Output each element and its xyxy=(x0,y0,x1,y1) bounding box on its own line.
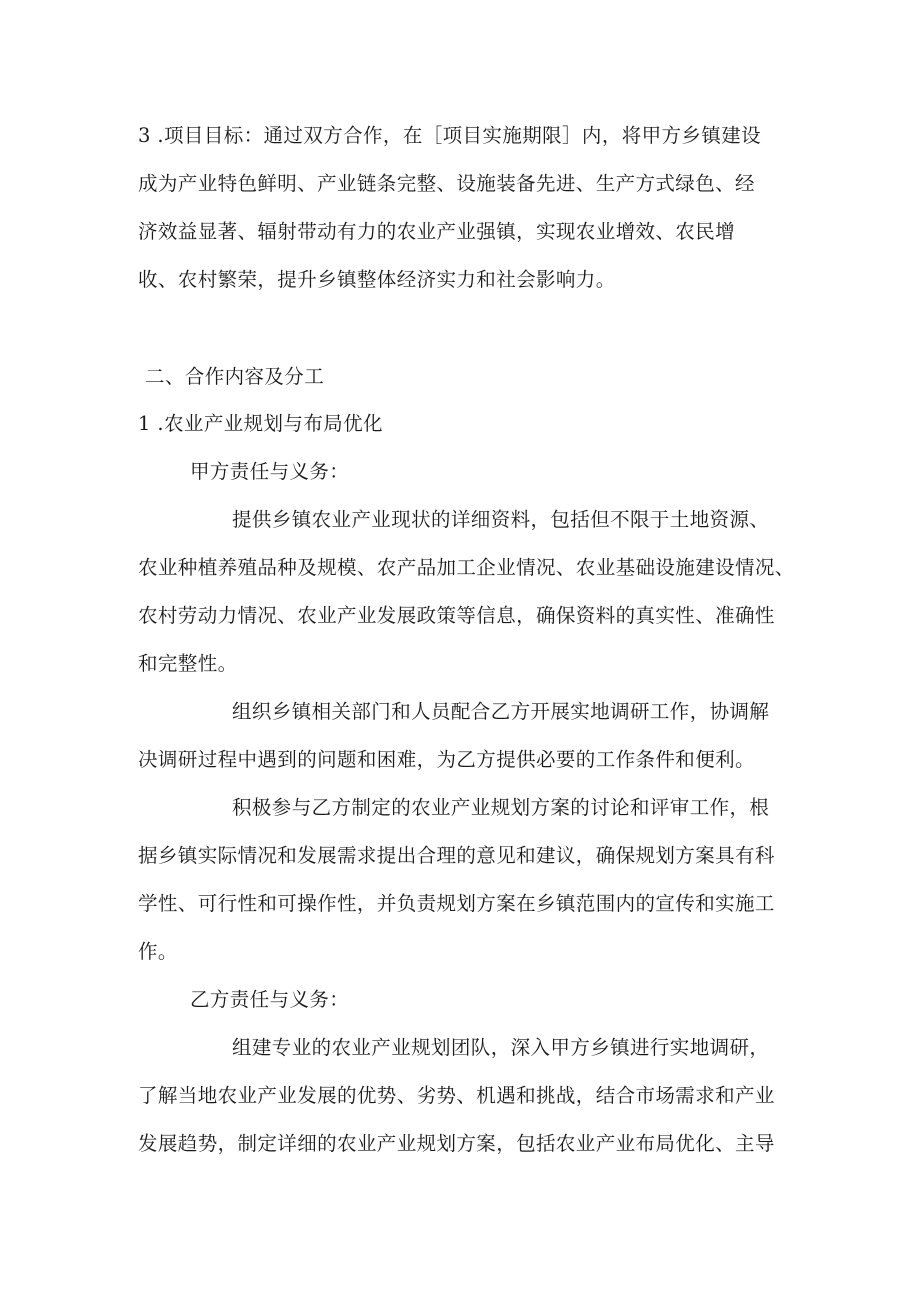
goal-number: 3 xyxy=(138,124,151,147)
goal-line-4: 收、农村繁荣，提升乡镇整体经济实力和社会影响力。 xyxy=(138,268,616,291)
subsection-title xyxy=(138,412,383,436)
party-b-heading: 乙方责任与义务： xyxy=(190,988,350,1011)
goal-line-3: 济效益显著、辐射带动有力的农业产业强镇，实现农业增效、农民增 xyxy=(138,220,736,243)
party-a-p1-line-2: 农业种植养殖品种及规模、农产品加工企业情况、农业基础设施建设情况、 xyxy=(138,556,795,579)
party-a-p1-line-4: 和完整性。 xyxy=(138,652,238,675)
goal-line-2: 成为产业特色鲜明、产业链条完整、设施装备先进、生产方式绿色、经 xyxy=(138,172,755,195)
party-b-p1-line-2: 了解当地农业产业发展的优势、劣势、机遇和挑战，结合市场需求和产业 xyxy=(138,1084,775,1107)
party-a-p3-line-3: 学性、可行性和可操作性，并负责规划方案在乡镇范围内的宣传和实施工 xyxy=(138,892,775,915)
party-a-heading: 甲方责任与义务： xyxy=(190,460,350,483)
party-a-p3-line-2: 据乡镇实际情况和发展需求提出合理的意见和建议，确保规划方案具有科 xyxy=(138,844,775,867)
subsection-title-text: .农业产业规划与布局优化 xyxy=(157,412,383,435)
party-a-p3-line-4: 作。 xyxy=(138,940,178,963)
party-a-p2-line-2: 决调研过程中遇到的问题和困难，为乙方提供必要的工作条件和便利。 xyxy=(138,748,755,771)
subsection-number: 1 xyxy=(138,412,151,435)
chapter-heading: 二、合作内容及分工 xyxy=(145,365,325,388)
party-a-p1-line-3: 农村劳动力情况、农业产业发展政策等信息，确保资料的真实性、准确性 xyxy=(138,604,775,627)
goal-line-1 xyxy=(138,124,761,148)
party-b-p1-line-1: 组建专业的农业产业规划团队，深入甲方乡镇进行实地调研， xyxy=(232,1036,770,1059)
goal-text-1: .项目目标：通过双方合作，在［项目实施期限］内，将甲方乡镇建设 xyxy=(157,124,762,147)
party-a-p3-line-1: 积极参与乙方制定的农业产业规划方案的讨论和评审工作，根 xyxy=(232,796,770,819)
party-a-p1-line-1: 提供乡镇农业产业现状的详细资料，包括但不限于土地资源、 xyxy=(232,508,770,531)
party-a-p2-line-1: 组织乡镇相关部门和人员配合乙方开展实地调研工作，协调解 xyxy=(232,700,770,723)
party-b-p1-line-3: 发展趋势，制定详细的农业产业规划方案，包括农业产业布局优化、主导 xyxy=(138,1132,775,1155)
